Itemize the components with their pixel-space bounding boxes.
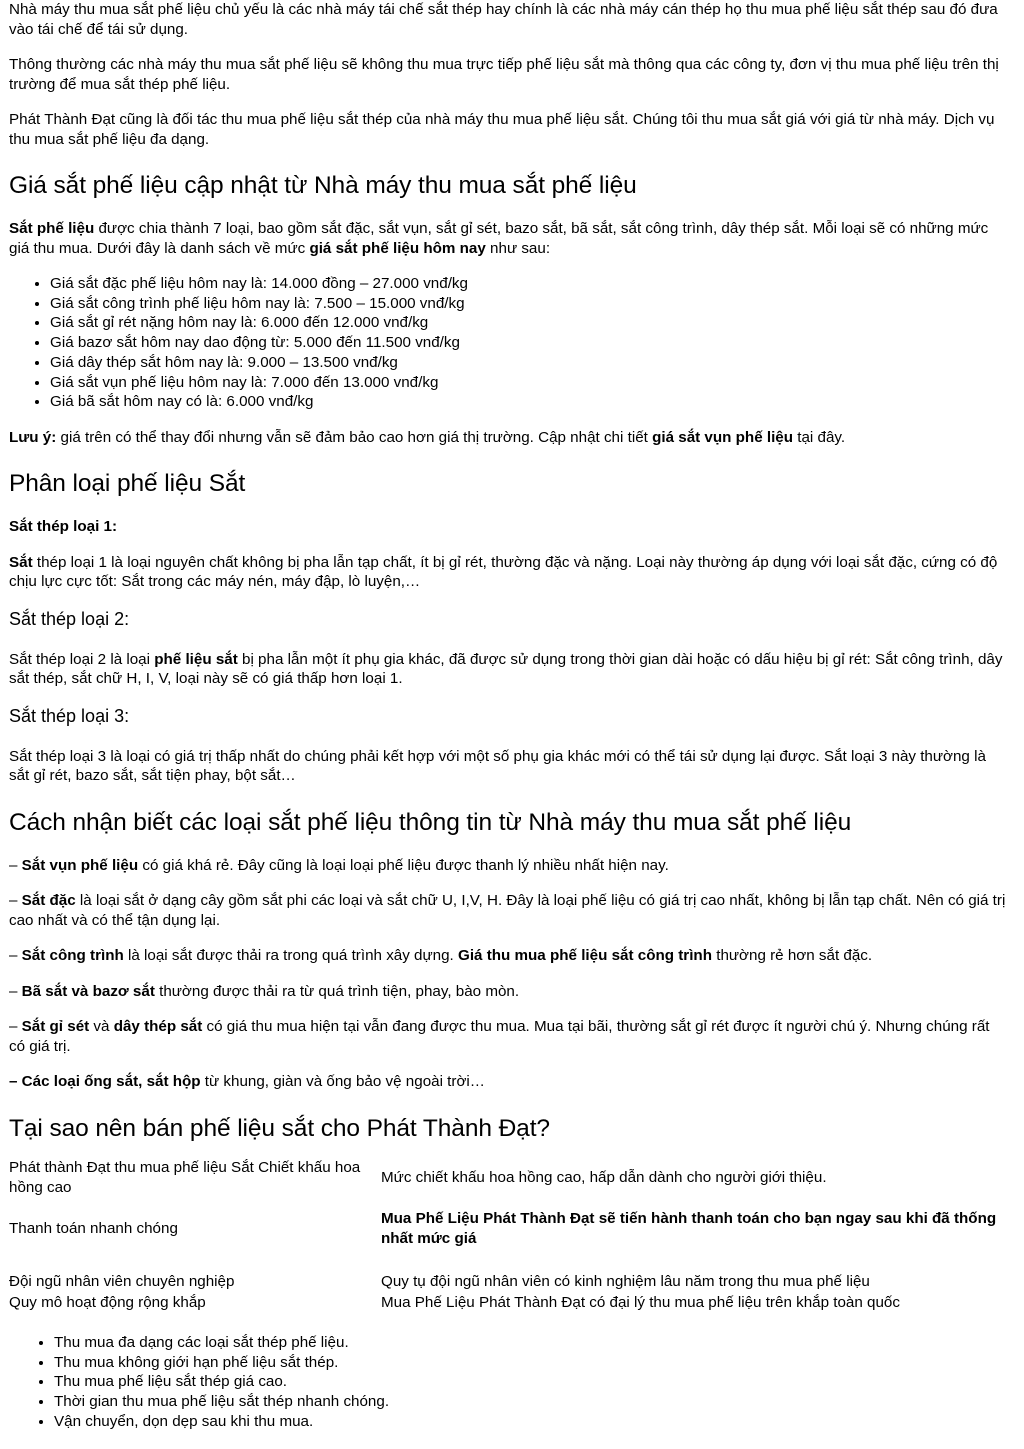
identify-item-3-bold-link: Giá thu mua phế liệu sắt công trình [458,947,712,965]
identify-item-5 [9,1017,1009,1056]
table-row [9,1158,1009,1198]
identify-item-3 [9,946,1009,966]
type-2-text: bị pha lẫn một ít phụ gia khác, đã được sử dụng trong thời gian dài hoặc có dấu hiệu bị gỉ rét: Sắt công trình, dây sắt thép, sắt chữ H, I, V, loại này sẽ có giá thấp hơn loại 1. [9,650,1003,688]
type-1-paragraph [9,553,1009,592]
identify-item-2 [9,891,1009,930]
why-bullet: • Vận chuyển, dọn dẹp sau khi thu mua. [54,1412,1009,1432]
dash: – [9,1018,22,1036]
price-list-item: • Giá sắt vụn phế liệu hôm nay là: 7.000 đến 13.000 vnđ/kg [50,373,1009,393]
identify-item-3-text: là loại sắt được thải ra trong quá trình xây dựng. [123,947,458,965]
why-bullet: • Thu mua phế liệu sắt thép giá cao. [54,1372,1009,1392]
price-list-item: • Giá dây thép sắt hôm nay là: 9.000 – 13.500 vnđ/kg [50,353,1009,373]
price-lead-tail: như sau: [485,239,551,257]
identify-item-1-bold: Sắt vụn phế liệu [21,856,139,874]
type-3-heading: Sắt thép loại 3: [9,705,130,726]
identify-item-6-text: từ khung, giàn và ống bảo vệ ngoài trời… [200,1073,485,1091]
price-lead-bold: Sắt phế liệu [9,220,95,237]
table-row [9,1260,1009,1292]
price-lead-text: được chia thành 7 loại, bao gồm sắt đặc, sắt vụn, sắt gỉ sét, bazo sắt, bã sắt, sắt công trình, dây thép sắt. Mỗi loại sẽ có những mức giá thu mua. Dưới đây là danh sách về mức [9,220,989,257]
identify-item-5-text: có giá thu mua hiện tại vẫn đang được thu mua. Mua tại bãi, thường sắt gỉ rét được ít người chú ý. Nhưng chúng rất có giá trị. [9,1018,990,1055]
intro-paragraph-2: Thông thường các nhà máy thu mua sắt phế liệu sẽ không thu mua trực tiếp phế liệu sắt mà thông qua các công ty, đơn vị thu mua phế liệu trên thị trường để mua sắt thép phế liệu. [9,56,999,93]
why-table [9,1158,1009,1315]
table-cell-left: Quy mô hoạt động rộng khắp [9,1294,206,1312]
table-row [9,1198,1009,1260]
intro-paragraph-1: Nhà máy thu mua sắt phế liệu chủ yếu là các nhà máy tái chế sắt thép hay chính là các nhà máy cán thép họ thu mua phế liệu sắt thép sau đó đưa vào tái chế để tái sử dụng. [9,1,998,38]
type-2-pre: Sắt thép loại 2 là loại [9,650,155,668]
identify-item-5-mid: và [89,1018,114,1036]
identify-item-4-bold: Bã sắt và bazơ sắt [21,982,155,1000]
identify-heading: Cách nhận biết các loại sắt phế liệu thông tin từ Nhà máy thu mua sắt phế liệu [9,808,852,836]
price-lead-paragraph [9,219,1009,258]
why-bullet-list [9,1333,1009,1432]
dash: – [9,982,22,1000]
why-bullet: • Thu mua không giới hạn phế liệu sắt thép. [54,1353,1009,1373]
identify-item-4 [9,982,1009,1002]
table-cell-right: Mua Phế Liệu Phát Thành Đạt có đại lý thu mua phế liệu trên khắp toàn quốc [381,1294,900,1312]
type-2-paragraph [9,650,1009,689]
type-1-bold: Sắt [9,553,33,571]
document-page [9,0,1009,1447]
identify-item-3-tail: thường rẻ hơn sắt đặc. [712,947,873,965]
table-cell-right: Mua Phế Liệu Phát Thành Đạt sẽ tiến hành thanh toán cho bạn ngay sau khi đã thống nhất mức giá [381,1209,997,1247]
type-3-paragraph: Sắt thép loại 3 là loại có giá trị thấp nhất do chúng phải kết hợp với một số phụ gia khác mới có thể tái sử dụng lại được. Sắt loại 3 này thường là sắt gỉ rét, bazo sắt, sắt tiện phay, bột sắt… [9,747,986,785]
table-cell-left: Phát thành Đạt thu mua phế liệu Sắt Chiết khấu hoa hồng cao [9,1158,361,1196]
type-1-heading: Sắt thép loại 1: [9,518,118,536]
type-2-heading: Sắt thép loại 2: [9,608,130,629]
identify-item-3-bold: Sắt công trình [21,947,124,965]
table-cell-left: Thanh toán nhanh chóng [9,1219,178,1237]
identify-item-1-text: có giá khá rẻ. Đây cũng là loại loại phế liệu được thanh lý nhiều nhất hiện nay. [138,856,669,874]
price-note [9,428,1009,448]
table-cell-right: Mức chiết khấu hoa hồng cao, hấp dẫn dành cho người giới thiệu. [381,1168,827,1186]
price-list [9,274,1009,412]
identify-item-2-text: là loại sắt ở dạng cây gồm sắt phi các loại và sắt chữ U, I,V, H. Đây là loại phế liệu có giá trị cao nhất, không bị lẫn tạp chất. Nên có giá trị cao nhất và có thể tận dụng lại. [9,892,1006,929]
intro-paragraph-3: Phát Thành Đạt cũng là đối tác thu mua phế liệu sắt thép của nhà máy thu mua phế liệu sắt. Chúng tôi thu mua sắt giá với giá từ nhà máy. Dịch vụ thu mua sắt phế liệu đa dạng. [9,111,995,148]
table-cell-right: Quy tụ đội ngũ nhân viên có kinh nghiệm lâu năm trong thu mua phế liệu [381,1272,870,1290]
price-list-item: • Giá sắt công trình phế liệu hôm nay là: 7.500 – 15.000 vnđ/kg [50,294,1009,314]
dash: – [9,947,22,965]
identify-item-1 [9,856,1009,876]
why-heading: Tại sao nên bán phế liệu sắt cho Phát Thành Đạt? [9,1114,550,1142]
identify-item-2-bold: Sắt đặc [21,892,76,910]
why-bullet: • Thu mua đa dạng các loại sắt thép phế liệu. [54,1333,1009,1353]
type-2-bold: phế liệu sắt [154,650,238,668]
table-cell-left: Đội ngũ nhân viên chuyên nghiệp [9,1272,235,1290]
dash: – [9,856,22,874]
price-list-item: • Giá bã sắt hôm nay có là: 6.000 vnđ/kg [50,392,1009,412]
why-bullet: • Thời gian thu mua phế liệu sắt thép nhanh chóng. [54,1392,1009,1412]
identify-item-6-bold: – Các loại ống sắt, sắt hộp [9,1073,201,1091]
identify-item-5-bold-2: dây thép sắt [113,1018,203,1036]
price-note-text: giá trên có thể thay đổi nhưng vẫn sẽ đảm bảo cao hơn giá thị trường. Cập nhật chi tiết [56,428,653,446]
price-lead-bold-link: giá sắt phế liệu hôm nay [309,239,486,257]
identify-item-4-text: thường được thải ra từ quá trình tiện, phay, bào mòn. [154,982,520,1000]
price-note-link: giá sắt vụn phế liệu [652,428,794,446]
price-section-heading: Giá sắt phế liệu cập nhật từ Nhà máy thu mua sắt phế liệu [9,172,637,199]
price-list-item: • Giá sắt đặc phế liệu hôm nay là: 14.000 đồng – 27.000 vnđ/kg [50,274,1009,294]
identify-item-5-bold: Sắt gỉ sét [21,1018,90,1036]
table-row [9,1292,1009,1315]
classify-heading: Phân loại phế liệu Sắt [9,470,246,498]
price-note-tail: tại đây. [793,428,846,446]
type-1-text: thép loại 1 là loại nguyên chất không bị pha lẫn tạp chất, ít bị gỉ rét, thường đặc và nặng. Loại này thường áp dụng với loại sắt đặc, cứng có độ chịu lực cực tốt: Sắt trong các máy nén, máy đập, lò luyện,… [9,553,998,591]
price-list-item: • Giá sắt gỉ rét nặng hôm nay là: 6.000 đến 12.000 vnđ/kg [50,313,1009,333]
price-list-item: • Giá bazơ sắt hôm nay dao động từ: 5.000 đến 11.500 vnđ/kg [50,333,1009,353]
identify-item-6 [9,1072,1009,1092]
dash: – [9,892,22,910]
price-note-label: Lưu ý: [9,428,57,446]
